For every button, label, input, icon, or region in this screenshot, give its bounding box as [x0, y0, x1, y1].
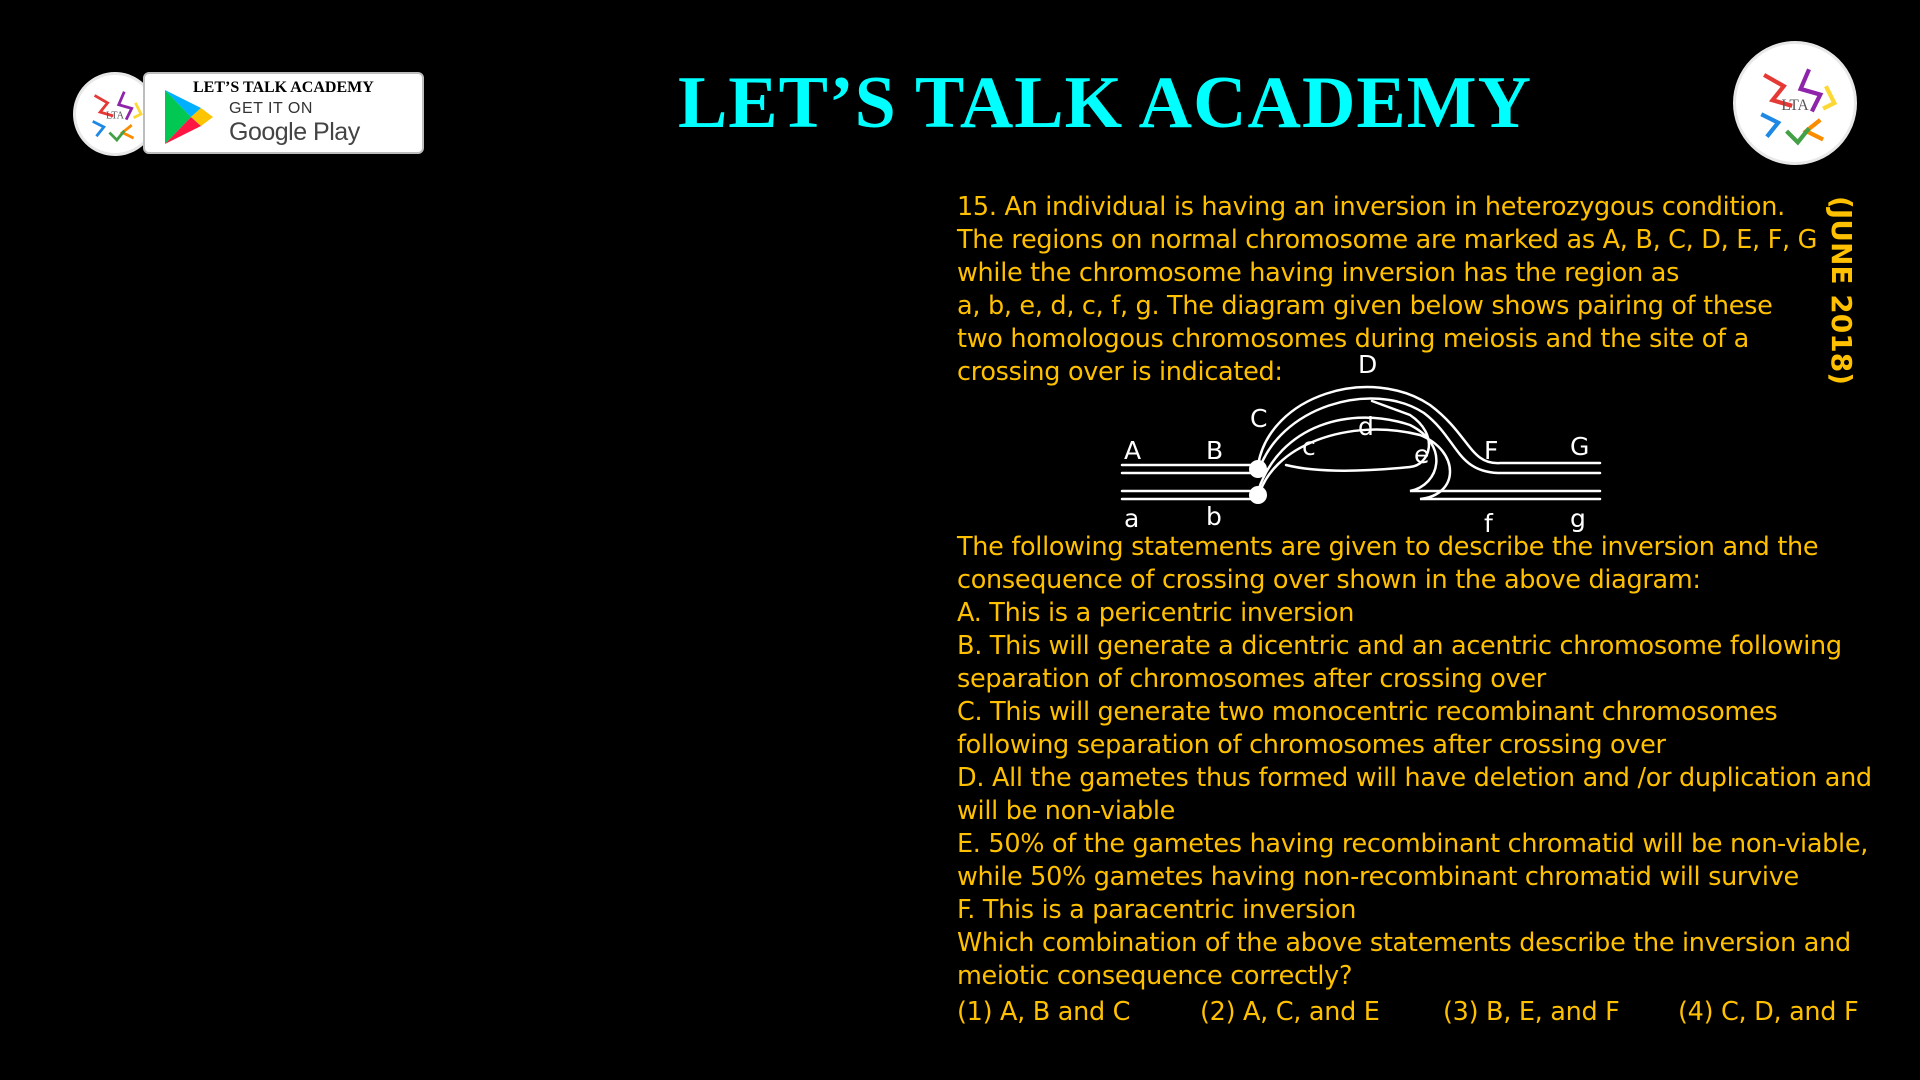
question-prompt-cont: meiotic consequence correctly? — [957, 961, 1353, 991]
label-f: f — [1484, 509, 1493, 535]
question-line: two homologous chromosomes during meiosis and the site of a — [957, 324, 1749, 354]
question-line: a, b, e, d, c, f, g. The diagram given below shows pairing of these — [957, 291, 1773, 321]
label-C: C — [1250, 404, 1268, 433]
label-A: A — [1124, 436, 1142, 465]
badge-store-name: Google Play — [229, 118, 360, 146]
label-B: B — [1206, 436, 1224, 465]
statement-c: C. This will generate two monocentric recombinant chromosomes — [957, 697, 1778, 727]
option-1[interactable]: (1) A, B and C — [957, 997, 1131, 1027]
option-2[interactable]: (2) A, C, and E — [1200, 997, 1380, 1027]
question-line: The following statements are given to describe the inversion and the — [957, 532, 1819, 562]
statement-d-cont: will be non-viable — [957, 796, 1175, 826]
option-4[interactable]: (4) C, D, and F — [1678, 997, 1859, 1027]
statement-e: E. 50% of the gametes having recombinant chromatid will be non-viable, — [957, 829, 1869, 859]
academy-logo-right — [1733, 41, 1857, 165]
question-line: consequence of crossing over shown in the above diagram: — [957, 565, 1701, 595]
badge-academy-name: LET’S TALK ACADEMY — [193, 79, 374, 96]
statement-b-cont: separation of chromosomes after crossing over — [957, 664, 1546, 694]
label-G: G — [1570, 432, 1590, 461]
question-prompt: Which combination of the above statements describe the inversion and — [957, 928, 1851, 958]
statement-c-cont: following separation of chromosomes after crossing over — [957, 730, 1666, 760]
label-F: F — [1484, 436, 1499, 465]
question-body — [957, 531, 1872, 993]
question-line: 15. An individual is having an inversion in heterozygous condition. — [957, 192, 1785, 222]
label-c: c — [1302, 432, 1316, 461]
statement-b: B. This will generate a dicentric and an acentric chromosome following — [957, 631, 1842, 661]
exam-session-tag: (JUNE 2018) — [1825, 196, 1858, 385]
statement-a: A. This is a pericentric inversion — [957, 598, 1355, 628]
question-line: The regions on normal chromosome are marked as A, B, C, D, E, F, G — [957, 225, 1818, 255]
logo-text-right: LTA — [1781, 97, 1809, 115]
option-3[interactable]: (3) B, E, and F — [1443, 997, 1620, 1027]
question-line: while the chromosome having inversion has the region as — [957, 258, 1680, 288]
label-a: a — [1124, 504, 1140, 533]
question-line: crossing over is indicated: — [957, 357, 1283, 387]
label-g: g — [1570, 504, 1586, 533]
page-title: LET’S TALK ACADEMY — [677, 62, 1533, 144]
inversion-loop-diagram — [1110, 355, 1610, 535]
google-play-badge[interactable] — [143, 72, 424, 154]
logo-text: LTA — [105, 110, 125, 122]
label-d: d — [1358, 412, 1374, 441]
statement-f: F. This is a paracentric inversion — [957, 895, 1357, 925]
statement-e-cont: while 50% gametes having non-recombinant chromatid will survive — [957, 862, 1799, 892]
label-D: D — [1358, 355, 1378, 379]
label-e: e — [1414, 440, 1430, 469]
badge-get-it-on: GET IT ON — [229, 100, 313, 117]
statement-d: D. All the gametes thus formed will have deletion and /or duplication and — [957, 763, 1872, 793]
label-b: b — [1206, 502, 1222, 531]
